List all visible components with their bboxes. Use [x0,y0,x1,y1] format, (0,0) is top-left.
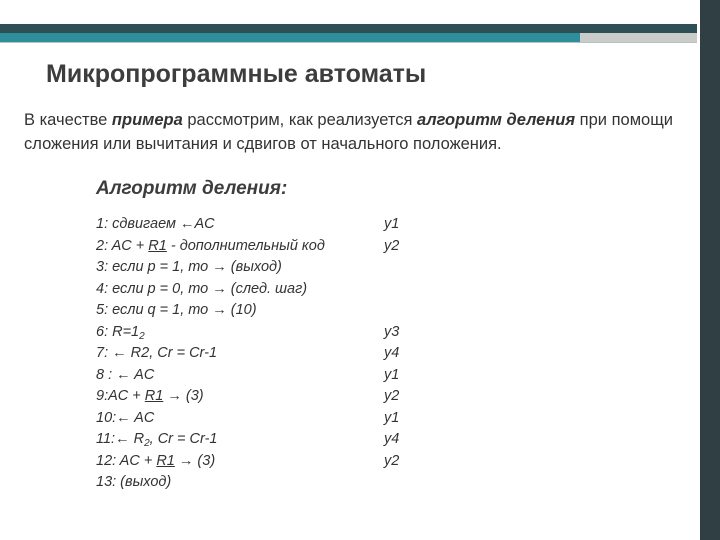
algorithm-step [96,214,366,236]
microoperation-codes [384,214,444,494]
arrow-icon: → [212,259,227,275]
step-register: R1 [156,452,175,469]
algorithm-step [96,343,366,365]
arrow-icon: ← [179,216,195,232]
arrow-icon: ← [116,409,131,426]
microoperation-code [384,300,444,322]
algorithm-steps [96,214,366,494]
algorithm-step [96,386,366,408]
step-text: (3) [181,388,204,404]
step-text: 10: [96,409,117,426]
header-bar-teal [0,33,580,42]
step-text: - дополнительный код [166,237,325,254]
step-text: 9:AC + [96,388,145,404]
top-white-band [0,0,720,24]
step-text: (выход) [226,259,282,275]
step-text: (10) [226,302,257,318]
side-strip [700,0,720,540]
step-text: 1: сдвигаем [96,216,180,232]
algorithm-step [96,408,366,430]
microoperation-code [384,472,444,494]
step-text: 13: (выход) [96,474,172,490]
step-text: AC [130,366,155,383]
step-text: 7: [96,345,113,361]
microoperation-code: y4 [384,431,400,447]
arrow-icon: → [167,388,182,404]
step-text: 11: [96,431,116,447]
microoperation-code: y2 [384,237,400,254]
microoperation-code: y2 [384,388,400,404]
algorithm-step [96,300,366,322]
microoperation-code: y2 [384,452,400,469]
arrow-icon: → [212,280,227,297]
step-text: AC [130,409,155,426]
intro-emphasis-2: алгоритм деления [417,111,576,129]
algorithm-step [96,451,366,473]
step-text: AC [194,216,215,232]
algorithm-step [96,257,366,279]
step-subscript: 2 [139,330,145,342]
step-text: (след. шаг) [226,280,308,297]
arrow-icon: ← [115,431,130,447]
intro-text-1: В качестве [24,111,112,129]
intro-emphasis-1: примера [111,111,183,129]
algorithm-step [96,236,366,258]
arrow-icon: → [178,452,194,469]
microoperation-code: y1 [384,366,400,383]
arrow-icon: ← [116,366,131,383]
step-register: R1 [148,237,167,254]
microoperation-code: y1 [384,216,400,232]
microoperation-code: y3 [384,323,400,340]
step-text: =1 [122,323,140,340]
intro-text-3: при помощи сложения или вычитания и сдвигов от начального положения. [24,111,674,153]
microoperation-code [384,257,444,279]
step-text: 2: AC + [96,237,149,254]
step-register: R1 [144,388,164,404]
slide-title: Микропрограммные автоматы [46,60,427,88]
microoperation-code: y1 [384,409,400,426]
arrow-icon: ← [112,345,127,361]
algorithm-step [96,365,366,387]
intro-text-2: рассмотрим, как реализуется [182,111,417,129]
header-bar-dark [0,24,700,33]
algorithm-step [96,279,366,301]
arrow-icon: → [212,302,227,318]
step-text: 4: если p = 0, то [96,280,213,297]
step-text: 6: R [96,323,123,340]
step-text: , Cr = Cr-1 [149,431,218,447]
step-text: 8 : [96,366,117,383]
step-text: 12: AC + [96,452,157,469]
step-text: 3: если p = 1, то [96,259,213,275]
step-text: R2, Cr = Cr-1 [126,345,218,361]
header-bar-gray [580,33,700,42]
step-subscript: 2 [144,438,150,449]
microoperation-code [384,279,444,301]
header-divider [0,42,700,43]
step-text: (3) [193,452,216,469]
step-text: 5: если q = 1, то [96,302,213,318]
intro-paragraph [24,108,694,156]
step-text: R [129,431,145,447]
microoperation-code: y4 [384,345,400,361]
algorithm-subtitle: Алгоритм деления: [96,178,288,199]
algorithm-step [96,429,366,451]
algorithm-step [96,472,366,494]
algorithm-step [96,322,366,344]
